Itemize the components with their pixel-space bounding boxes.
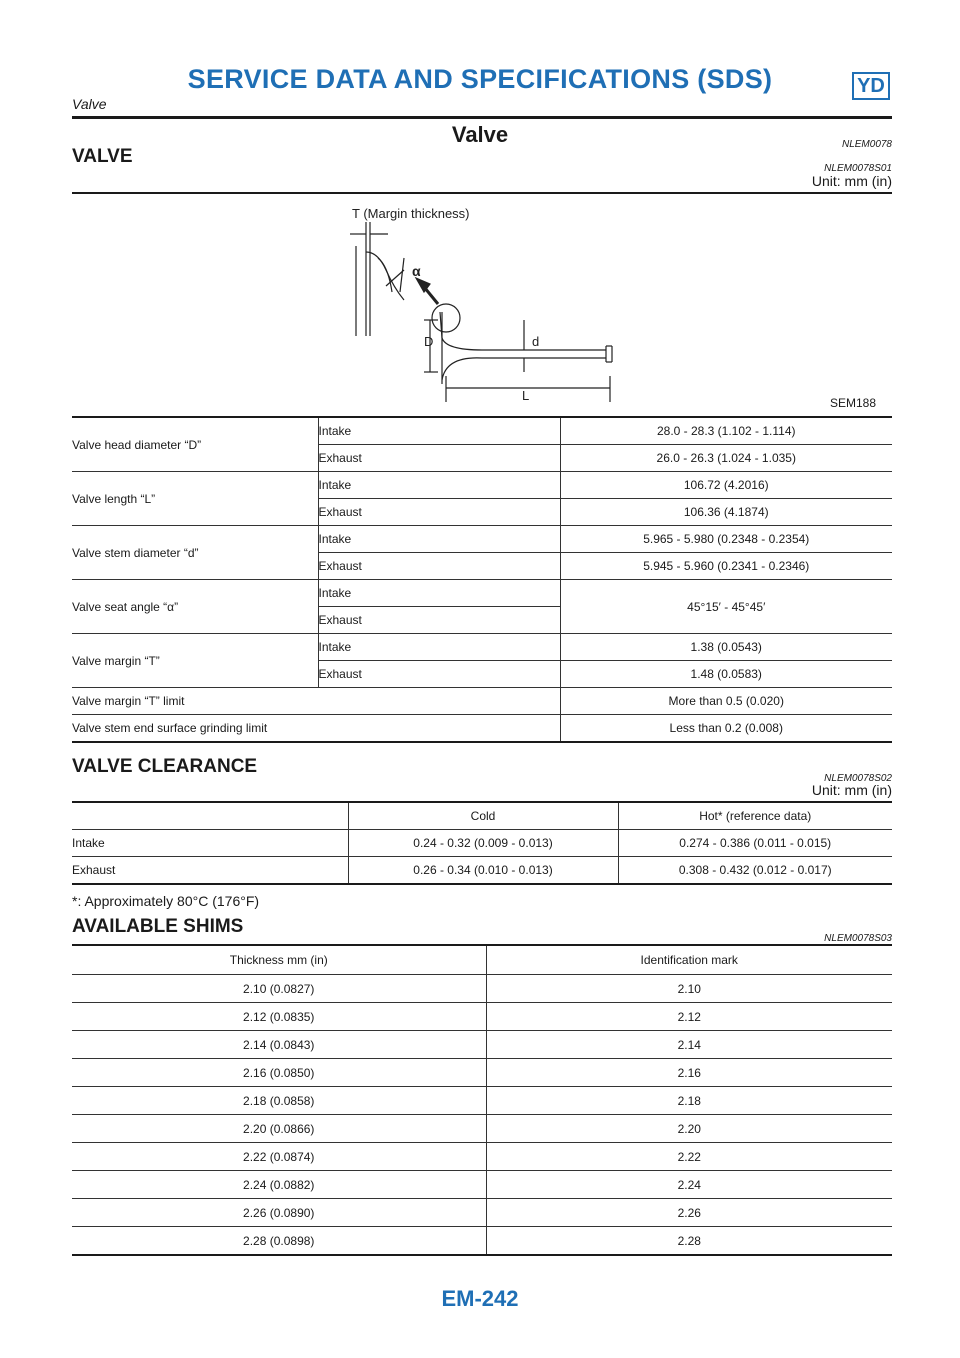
- column-header: Cold: [348, 803, 618, 830]
- section-code: NLEM0078: [841, 139, 892, 150]
- table-row: [72, 715, 892, 743]
- table-row: [72, 830, 892, 857]
- exhaust-label: Exhaust: [318, 499, 560, 526]
- row-label: Valve margin “T”: [72, 634, 318, 688]
- table-row: [72, 417, 892, 445]
- column-header: Thickness mm (in): [72, 946, 486, 975]
- table-cell: 2.20: [486, 1115, 892, 1143]
- exhaust-value: 106.36 (4.1874): [560, 499, 892, 526]
- table-row: [72, 1171, 892, 1199]
- table-row: [72, 1003, 892, 1031]
- D-label: D: [424, 334, 434, 349]
- valve-diagram: [342, 196, 626, 410]
- column-header: Identification mark: [486, 946, 892, 975]
- exhaust-label: Exhaust: [318, 553, 560, 580]
- table-cell: 2.10: [486, 975, 892, 1003]
- limit-value: More than 0.5 (0.020): [560, 688, 892, 715]
- table-cell: 2.24: [486, 1171, 892, 1199]
- table-row: [72, 1115, 892, 1143]
- valve-unit: Unit: mm (in): [811, 173, 892, 189]
- exhaust-label: Exhaust: [318, 607, 560, 634]
- intake-label: Intake: [318, 580, 560, 607]
- table-cell: 2.10 (0.0827): [72, 975, 486, 1003]
- d-label: d: [532, 334, 540, 349]
- table-cell: 2.12: [486, 1003, 892, 1031]
- table-cell: 2.22: [486, 1143, 892, 1171]
- clearance-heading: VALVE CLEARANCE: [72, 756, 258, 777]
- shims-table: [72, 946, 892, 1256]
- L-label: L: [522, 388, 530, 403]
- row-label: Valve stem end surface grinding limit: [72, 715, 560, 743]
- row-label: Valve margin “T” limit: [72, 688, 560, 715]
- margin-label: T (Margin thickness): [352, 206, 470, 221]
- exhaust-value: 1.48 (0.0583): [560, 661, 892, 688]
- row-label: Exhaust: [72, 857, 348, 885]
- hot-value: 0.308 - 0.432 (0.012 - 0.017): [618, 857, 892, 885]
- page-header-subtitle: Valve: [72, 96, 107, 112]
- valve-rule: [72, 192, 892, 194]
- shims-heading: AVAILABLE SHIMS: [72, 916, 244, 937]
- clearance-table: [72, 803, 892, 885]
- intake-value: 28.0 - 28.3 (1.102 - 1.114): [560, 417, 892, 445]
- table-cell: 2.18 (0.0858): [72, 1087, 486, 1115]
- table-header-row: [72, 803, 892, 830]
- table-row: [72, 688, 892, 715]
- table-top-rule: [72, 416, 892, 418]
- table-cell: 2.28: [486, 1227, 892, 1256]
- table-cell: 2.24 (0.0882): [72, 1171, 486, 1199]
- table-row: [72, 1199, 892, 1227]
- alpha-label: α: [412, 263, 421, 279]
- row-label: Valve seat angle “α”: [72, 580, 318, 634]
- intake-label: Intake: [318, 417, 560, 445]
- intake-label: Intake: [318, 634, 560, 661]
- page-header-title: SERVICE DATA AND SPECIFICATIONS (SDS): [187, 64, 773, 94]
- table-row: [72, 634, 892, 661]
- section-title: Valve: [451, 122, 509, 147]
- exhaust-label: Exhaust: [318, 661, 560, 688]
- table-row: [72, 472, 892, 499]
- table-cell: 2.20 (0.0866): [72, 1115, 486, 1143]
- page-number: EM-242: [441, 1286, 519, 1311]
- row-label: Valve length “L”: [72, 472, 318, 526]
- table-row: [72, 1059, 892, 1087]
- cold-value: 0.26 - 0.34 (0.010 - 0.013): [348, 857, 618, 885]
- table-cell: 2.26: [486, 1199, 892, 1227]
- valve-code: NLEM0078S01: [824, 163, 892, 174]
- table-row: [72, 1143, 892, 1171]
- column-header: [72, 803, 348, 830]
- hot-value: 0.274 - 0.386 (0.011 - 0.015): [618, 830, 892, 857]
- table-cell: 2.22 (0.0874): [72, 1143, 486, 1171]
- clearance-note: *: Approximately 80°C (176°F): [72, 893, 260, 909]
- table-cell: 2.18: [486, 1087, 892, 1115]
- cold-value: 0.24 - 0.32 (0.009 - 0.013): [348, 830, 618, 857]
- row-label: Intake: [72, 830, 348, 857]
- table-cell: 2.26 (0.0890): [72, 1199, 486, 1227]
- table-row: [72, 1087, 892, 1115]
- table-header-row: [72, 946, 892, 975]
- table-cell: 2.16 (0.0850): [72, 1059, 486, 1087]
- column-header: Hot* (reference data): [618, 803, 892, 830]
- exhaust-label: Exhaust: [318, 445, 560, 472]
- intake-label: Intake: [318, 472, 560, 499]
- valve-spec-table: [72, 416, 892, 743]
- table-cell: 2.28 (0.0898): [72, 1227, 486, 1256]
- figure-caption: SEM188: [830, 396, 877, 410]
- header-rule: [72, 116, 892, 119]
- valve-heading: VALVE: [72, 146, 133, 167]
- table-cell: 2.16: [486, 1059, 892, 1087]
- table-row: [72, 975, 892, 1003]
- shared-value: 45°15′ - 45°45′: [560, 580, 892, 634]
- clearance-code: NLEM0078S02: [824, 773, 892, 784]
- table-row: [72, 857, 892, 885]
- engine-badge: YD: [852, 72, 890, 100]
- table-cell: 2.14: [486, 1031, 892, 1059]
- table-row: [72, 526, 892, 553]
- intake-value: 5.965 - 5.980 (0.2348 - 0.2354): [560, 526, 892, 553]
- exhaust-value: 26.0 - 26.3 (1.024 - 1.035): [560, 445, 892, 472]
- shims-code: NLEM0078S03: [824, 933, 892, 944]
- clearance-unit: Unit: mm (in): [811, 782, 892, 798]
- row-label: Valve head diameter “D”: [72, 417, 318, 472]
- table-cell: 2.14 (0.0843): [72, 1031, 486, 1059]
- table-row: [72, 580, 892, 607]
- exhaust-value: 5.945 - 5.960 (0.2341 - 0.2346): [560, 553, 892, 580]
- table-row: [72, 1031, 892, 1059]
- limit-value: Less than 0.2 (0.008): [560, 715, 892, 743]
- table-cell: 2.12 (0.0835): [72, 1003, 486, 1031]
- table-row: [72, 1227, 892, 1256]
- intake-label: Intake: [318, 526, 560, 553]
- intake-value: 106.72 (4.2016): [560, 472, 892, 499]
- intake-value: 1.38 (0.0543): [560, 634, 892, 661]
- row-label: Valve stem diameter “d”: [72, 526, 318, 580]
